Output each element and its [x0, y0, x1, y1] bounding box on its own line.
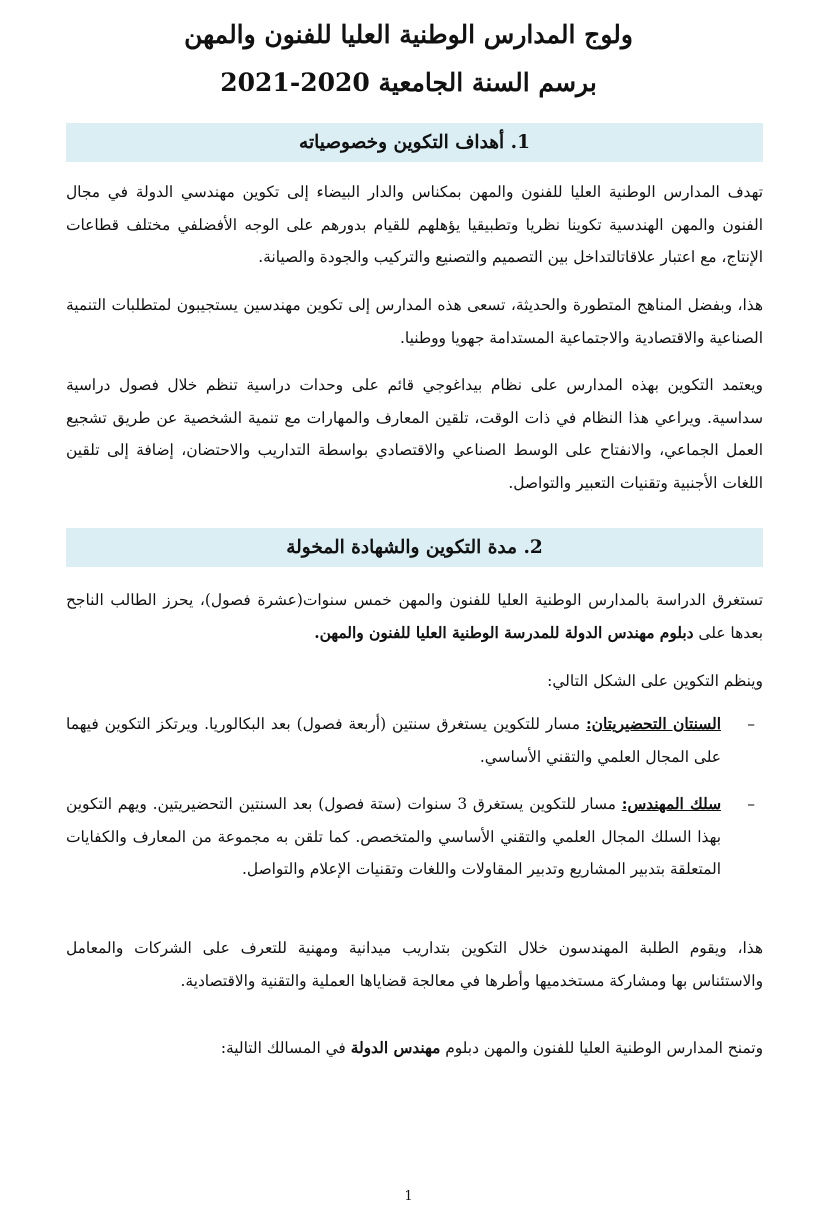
- section-heading-objectives: 1. أهداف التكوين وخصوصياته: [66, 123, 763, 162]
- bullet-dash: –: [747, 715, 755, 733]
- document-title: ولوج المدارس الوطنية العليا للفنون والمهن: [184, 20, 633, 49]
- list-item-text: [66, 788, 721, 886]
- duration-paragraph-1-text: تستغرق الدراسة بالمدارس الوطنية العليا للفنون والمهن خمس سنوات(عشرة فصول)، يحرز الطالب الناجح بعدها على: [66, 591, 763, 642]
- bullet-dash: –: [747, 795, 755, 813]
- list-item-text: [66, 708, 721, 773]
- objectives-paragraph-1: تهدف المدارس الوطنية العليا للفنون والمهن بمكناس والدار البيضاء إلى تكوين مهندسي الدولة في مجال الفنون والمهن الهندسية تكوينا نظريا وتطبيقيا يؤهلهم للقيام بدورهم على الوجه الأفضلفي مختلف قطاعات الإنتاج، مع اعتبار علاقاتالتداخل بين التصميم والتصنيع والتركيب والجودة والصيانة.: [66, 183, 763, 266]
- list-item-description: مسار للتكوين يستغرق سنتين (أربعة فصول) بعد البكالوريا. ويرتكز التكوين فيهما على المجال العلمي والتقني الأساسي.: [66, 715, 721, 766]
- internships-paragraph: هذا، ويقوم الطلبة المهندسون خلال التكوين بتداريب ميدانية ومهنية للتعرف على الشركات والمعامل والاستئناس بها ومشاركة مستخدميها وأطرها في معالجة قضاياها العملية والتقنية والاقتصادية.: [66, 939, 763, 990]
- organization-intro: وينظم التكوين على الشكل التالي:: [547, 672, 763, 690]
- tracks-intro-paragraph: [66, 1032, 763, 1065]
- list-item-term: السنتان التحضيريتان:: [585, 715, 722, 733]
- tracks-intro-text-2: في المسالك التالية:: [220, 1039, 351, 1057]
- objectives-paragraph-2: هذا، وبفضل المناهج المتطورة والحديثة، تسعى هذه المدارس إلى تكوين مهندسين يستجيبون لمتطلبات التنمية الصناعية والاقتصادية والاجتماعية المستدامة جهويا ووطنيا.: [66, 296, 763, 347]
- page-number: 1: [404, 1189, 413, 1204]
- document-subtitle-year: برسم السنة الجامعية 2020-2021: [220, 68, 597, 97]
- section-heading-duration: 2. مدة التكوين والشهادة المخولة: [66, 528, 763, 567]
- list-item-engineering-cycle: [66, 788, 763, 886]
- tracks-intro-text-1: وتمنح المدارس الوطنية العليا للفنون والمهن دبلوم: [440, 1039, 763, 1057]
- list-item-term: سلك المهندس:: [621, 795, 722, 813]
- list-item-description: مسار للتكوين يستغرق 3 سنوات (ستة فصول) بعد السنتين التحضيريتين. ويهم التكوين بهذا السلك المجال العلمي والتقني الأساسي والمتخصص. كما تلقن به مجموعة من المعارف والكفايات المتعلقة بتدبير المشاريع وتدبير المقاولات واللغات وتقنيات الإعلام والتواصل.: [66, 795, 721, 878]
- objectives-paragraph-3: ويعتمد التكوين بهذه المدارس على نظام بيداغوجي قائم على وحدات دراسية تنظم خلال فصول دراسية سداسية. ويراعي هذا النظام في ذات الوقت، تلقين المعارف والمهارات مع تنمية الشخصية عن طريق تشجيع العمل الجماعي، والانفتاح على الوسط الصناعي والاقتصادي بواسطة التداريب والاحتضان، إضافة إلى تلقين اللغات الأجنبية وتقنيات التعبير والتواصل.: [66, 376, 763, 492]
- diploma-name: دبلوم مهندس الدولة للمدرسة الوطنية العليا للفنون والمهن.: [314, 623, 694, 642]
- diploma-title: مهندس الدولة: [350, 1039, 441, 1057]
- list-item-preparatory-years: [66, 708, 763, 773]
- duration-paragraph-1: [66, 584, 763, 649]
